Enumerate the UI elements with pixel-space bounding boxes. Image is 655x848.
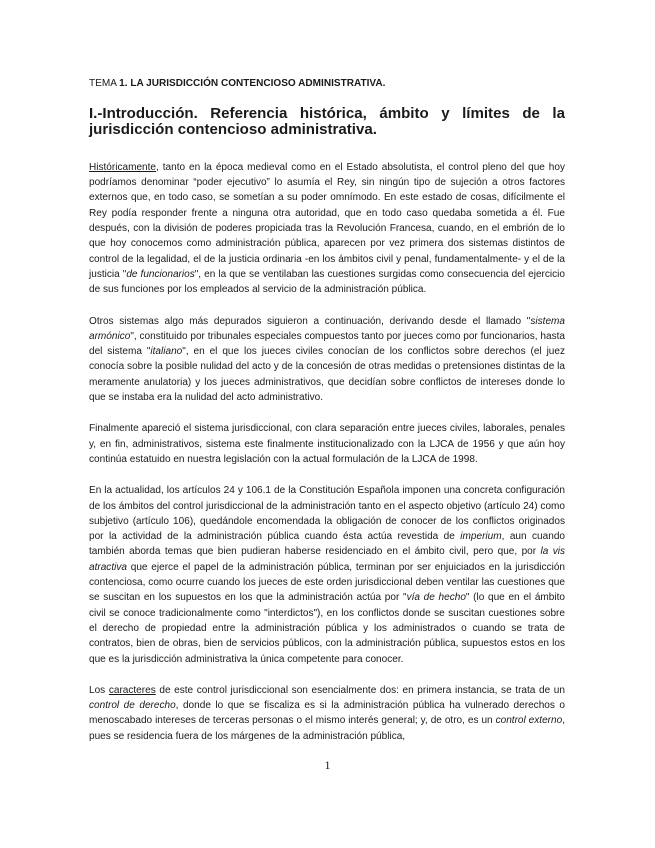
page-title <box>89 76 565 91</box>
italic-term: italiano <box>150 346 183 358</box>
title-bold-text: 1. LA JURISDICCIÓN CONTENCIOSO ADMINISTRATIVA. <box>119 78 386 89</box>
page-number: 1 <box>324 758 331 772</box>
paragraph-text: " (lo que en el ámbito civil se conoce tradicionalmente como "interdictos"), en los conflictos donde se suscitan cuestiones sobre el derecho de propiedad entre la administración pública y los administrados o cuando se trata de contratos, bien de obras, bien de servicios públicos, con la administración pública, supuestos estos en los que es la jurisdicción administrativa la única competente para conocer. <box>89 592 565 665</box>
paragraph-historical <box>89 160 565 298</box>
italic-term: control de derecho <box>89 700 176 712</box>
title-prefix: TEMA <box>89 78 120 89</box>
underlined-term: Históricamente <box>89 161 157 173</box>
italic-term: control externo <box>495 715 563 727</box>
italic-term: la vis atractiva <box>89 546 566 573</box>
paragraph-text: ", constituido por tribunales especiales compuestos tanto por jueces como por funcionarios, hasta del sistema " <box>89 330 565 358</box>
paragraph-text: ", en la que se ventilaban las cuestiones surgidas como consecuencia del ejercicio de sus funciones por los empleados al servicio de la administración pública. <box>89 268 565 296</box>
paragraph-text: , aun cuando también aborda temas que bien pudieran haberse residenciado en el ámbito civil, pero que, por <box>89 531 565 558</box>
paragraph-current-situation <box>89 483 565 667</box>
paragraph-jurisdictional-system: Finalmente apareció el sistema jurisdiccional, con clara separación entre jueces civiles, laborales, penales y, en fin, administrativos, sistema este finalmente institucionalizado con la LJCA de 1956 y que aún hoy continúa estatuido en nuestra legislación con la actual formulación de la LJCA de 1998. <box>89 423 565 465</box>
section-heading: I.-Introducción. Referencia histórica, ámbito y límites de la jurisdicción contencioso administrativa. <box>89 105 565 138</box>
italic-term: sistema armónico <box>89 315 565 342</box>
paragraph-characteristics <box>89 683 565 744</box>
italic-term: vía de hecho <box>406 592 466 604</box>
paragraph-text: ", en el que los jueces civiles conocían de los conflictos sobre derechos (el juez conocía sobre la posible nulidad del acto y de la concesión de otras medidas o pretensiones distintas de la meramente anulatoria) y los jueces administrativos, que decidían sobre conflictos de intereses donde lo que se instaba era la nulidad del acto administrativo. <box>89 346 566 404</box>
paragraph-text: Otros sistemas algo más depurados siguieron a continuación, derivando desde el llamado " <box>89 315 531 327</box>
paragraph-text: Los <box>89 684 109 696</box>
italic-term: de funcionarios <box>126 268 195 280</box>
paragraph-other-systems <box>89 314 565 406</box>
underlined-term: caracteres <box>108 684 156 696</box>
paragraph-text: de este control jurisdiccional son esencialmente dos: en primera instancia, se trata de un <box>155 684 565 696</box>
paragraph-text: , tanto en la época medieval como en el Estado absolutista, el control pleno del que hoy podríamos denominar “poder ejecutivo” lo asumía el Rey, sin ningún tipo de sujeción a otros factores externos que, en todo caso, se sometían a su poder omnímodo. En este estado de cosas, difícilmente el Rey podía responder frente a ninguna otra autoridad, que en todo caso quedaba sometida a él. Fue después, con la división de poderes propiciada tras la Revolución Francesa, cuando, en el embrión de lo que hoy conocemos como administración pública, aparecen por vez primera dos sistemas distintos de control de la legalidad, el de la justicia ordinaria -en los ámbitos civil y penal, fundamentalmente- y el de la justicia " <box>89 161 565 280</box>
paragraph-text: que ejerce el papel de la administración pública, terminan por ser enjuiciados en la jurisdicción contenciosa, como ocurre cuando los jueces de este orden jurisdiccional deben ventilar las cuestiones que se suscitan en los supuestos en los que la administración actúa por " <box>89 561 565 604</box>
italic-term: imperium <box>460 531 502 543</box>
paragraph-text: En la actualidad, los artículos 24 y 106.1 de la Constitución Española imponen una concreta configuración de los ámbitos del control jurisdiccional de la administración tanto en el aspecto objetivo (artículo 24) como subjetivo (artículo 106), quedándole encomendada la obligación de conocer de los conflictos originados por la actividad de la administración pública cuando ésta actúa revestida de <box>89 485 565 543</box>
document-body <box>89 76 565 744</box>
paragraph-text: , pues se residencia fuera de los márgenes de la administración pública, <box>89 715 565 742</box>
paragraph-text: , donde lo que se fiscaliza es si la administración pública ha vulnerado derechos o menoscabado intereses de terceras personas o el mismo interés general; y, de otro, es un <box>89 700 565 727</box>
